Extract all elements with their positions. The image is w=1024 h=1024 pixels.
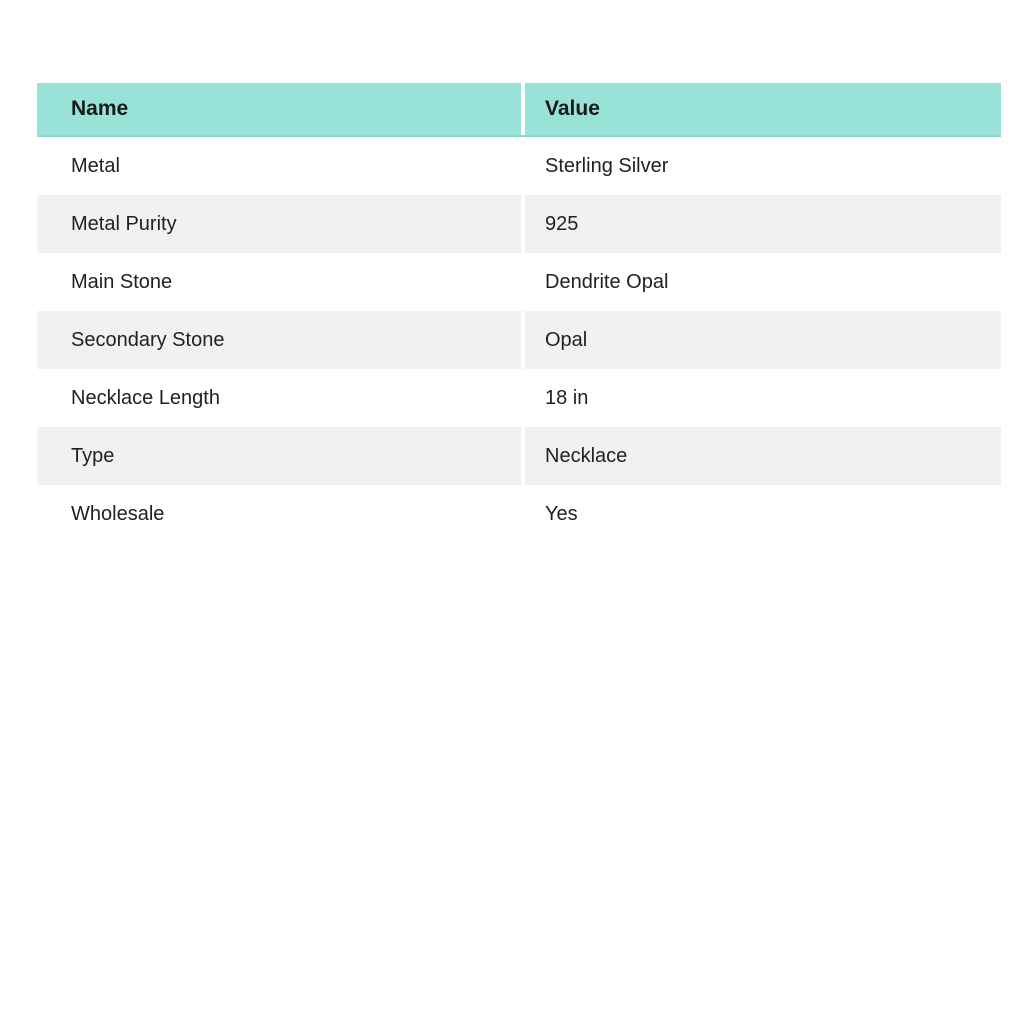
attribute-name-cell: Metal bbox=[71, 154, 120, 177]
table-row bbox=[37, 137, 1001, 195]
table-header-row bbox=[37, 83, 1001, 137]
table-row bbox=[37, 253, 1001, 311]
attribute-value-cell: Dendrite Opal bbox=[521, 253, 1001, 311]
attribute-name-cell: Main Stone bbox=[71, 270, 173, 293]
attribute-value-cell: 18 in bbox=[521, 369, 1001, 427]
attribute-name-cell: Type bbox=[71, 444, 115, 467]
attribute-name-cell: Metal Purity bbox=[71, 212, 177, 235]
attribute-value-cell: Necklace bbox=[521, 427, 1001, 485]
table-row bbox=[37, 369, 1001, 427]
table-row bbox=[37, 427, 1001, 485]
attribute-value-cell: Opal bbox=[521, 311, 1001, 369]
column-header-value: Value bbox=[521, 83, 1001, 135]
attribute-name-cell: Wholesale bbox=[71, 502, 165, 525]
column-header-name: Name bbox=[71, 97, 129, 120]
table-body bbox=[37, 137, 1001, 543]
attribute-value-cell: Sterling Silver bbox=[521, 137, 1001, 195]
attribute-value-cell: 925 bbox=[521, 195, 1001, 253]
attribute-value-cell: Yes bbox=[521, 485, 1001, 543]
table-row bbox=[37, 195, 1001, 253]
product-attributes-table bbox=[37, 83, 1001, 543]
table-row bbox=[37, 311, 1001, 369]
attribute-name-cell: Necklace Length bbox=[71, 386, 220, 409]
table-row bbox=[37, 485, 1001, 543]
attribute-name-cell: Secondary Stone bbox=[71, 328, 225, 351]
